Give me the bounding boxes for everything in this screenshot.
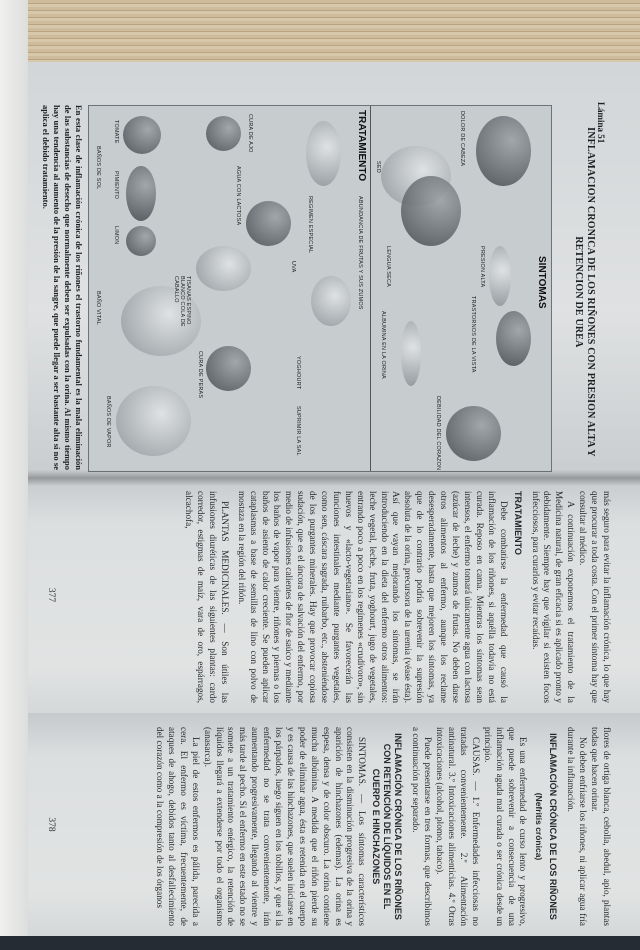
eyes-illustration <box>496 311 531 366</box>
label-sal: SUPRIMIR LA SAL <box>295 406 301 456</box>
paragraph: flores de ortiga blanca, cebolla, abedul, apio, plantas todas que hacen orinar. <box>590 727 612 926</box>
paragraph: Debe combatirse la enfermedad que causó la inflamación de los riñones, si aquélla todavía no está curada. Reposo en cama. Mientras los síntomas sean intensos, el enfermo tomará únicamente agua con lactosa (azúcar de leche) y zumos de frutas. No deben darse otros alimentos al enfermo, aunque los reclame desesperadamente, hasta que mejoren los síntomas, ya que de lo contrario podría sobrevenir la supresión absoluta de la orina, precursora de la uremia (véase ésta). Así que vayan mejorando los síntomas, se irán introduciendo en la dieta del enfermo otros alimentos: leche vegetal, leche, fruta, yoghourt, jugo de vegetales, entrando poco a poco en los regímenes «crudívoro», sin huevos y «lacto-vegetariano». Se favorecerán las funciones intestinales mediante purgantes vegetales, como sen, cáscara sagrada, ruibarbo, etc., absteniéndose de los purgantes minerales. Hay que provocar copiosa sudación, que es el áncora de salvación del enfermo, por medio de infusiones calientes de flor de saúco y mediante los baños de vapor para vientre, riñones y piernas o los baños de asiento de calor creciente. Se pueden aplicar cataplasmas a base de semillas de lino con polvo de mostaza en la región del riñón. <box>236 491 509 704</box>
page-377 <box>28 477 640 713</box>
plate-caption: En esta clase de inflamación crónica de los riñones el trastorno fundamental es la mala eliminación de las substancias de desecho que normalmente deben ser expulsadas con la orina. Al mismo tiempo hay una tendencia al aumento de la presión de la sangre, que puede llegar a ser bastante alta si no se aplica el debido tratamiento. <box>41 105 84 470</box>
label-frutas: ABUNDANCIA DE FRUTAS Y SUS ZUMOS <box>357 196 363 310</box>
section-subheading: (Nefritis crónica) <box>534 792 545 861</box>
headache-face-illustration <box>476 116 531 186</box>
page-number: 377 <box>46 587 56 603</box>
yoghourt-jar-illustration <box>311 276 351 326</box>
plate-number: Lámina 51 <box>596 102 606 144</box>
label-albumina: ALBUMINA EN LA ORINA <box>380 311 386 379</box>
label-yoghourt: YOGHOURT <box>295 356 301 390</box>
book-gutter <box>28 470 640 486</box>
section-heading: INFLAMACIÓN CRÓNICA DE LOS RIÑONES <box>548 733 559 920</box>
steam-bath-illustration <box>116 386 191 456</box>
label-pimiento: PIMIENTO <box>113 171 119 200</box>
face-illustration <box>401 176 461 246</box>
label-sed: SED <box>375 161 381 173</box>
page-edge-strip <box>0 0 28 950</box>
label-lengua-seca: LENGUA SECA <box>385 246 391 288</box>
section-heading: TRATAMIENTO <box>512 491 523 555</box>
label-tomate: TOMATE <box>113 120 119 144</box>
label-ajo: CURA DE AJO <box>247 114 253 153</box>
label-banos-sol: BAÑOS DE SOL <box>95 146 101 190</box>
test-tube-illustration <box>401 321 421 386</box>
plate-illustration <box>88 105 552 472</box>
label-dolor-de-cabeza: DOLOR DE CABEZA <box>459 111 465 167</box>
paragraph: Es una enfermedad de curso lento y progresivo, que puede sobrevenir a consecuencia de una inflamación aguda mal curada o ser crónica desde un principio. <box>482 727 529 926</box>
tomato-illustration <box>123 116 161 154</box>
pepper-illustration <box>126 166 156 221</box>
blood-pressure-arm-illustration <box>489 246 511 306</box>
plate-page <box>28 62 640 477</box>
paragraph: CAUSAS. — 1.º Enfermedades infecciosas no tratadas convenientemente. 2.º Alimentación antinatural. 3.º Intoxicaciones alimenticias. 4.º Otras intoxicaciones (alcohol, plomo, tabaco). <box>435 727 481 926</box>
tea-glass-illustration <box>196 246 251 291</box>
label-banos-vapor: BAÑOS DE VAPOR <box>105 396 111 448</box>
plate-title: INFLAMACION CRONICA DE LOS RIÑONES CON PRESION ALTA Y RETENCION DE UREA <box>573 127 596 457</box>
paragraph: La piel de estos enfermos es pálida, parecida a cera. El enfermo es víctima, frecuentemente, de ataques de ahogo, debidos tanto al desfallecimiento del corazón como a la compresión de los órganos <box>155 727 201 926</box>
label-bano-vital: BAÑO VITAL <box>95 291 101 325</box>
label-lactosa: AGUA CON LACTOSA <box>235 166 241 226</box>
heart-illustration <box>446 406 501 461</box>
paragraph: SINTOMAS. — Los síntomas característicos consisten en la disminución progresiva de la orina y aparición de hinchazones (edemas). La orina es espesa, densa y de color obscuro. La orina contiene mucha albúmina. A medida que el riñón pierde su poder de eliminar agua, ésta es retenida en el cuerpo y es causa de las hinchazones, que suelen iniciarse en los párpados, luego siguen en los tobillos, y que si la enfermedad no se trata convenientemente, irán aumentando progresivamente, llegando al vientre y más tarde al pecho. Si el enfermo en este estado no se somete a un tratamiento enérgico, la retención de líquidos llegará a extenderse por todo el organismo (anasarca). <box>202 727 368 926</box>
paragraph: A continuación exponemos el tratamiento de la Medicina natural, de gran eficacia si es aplicado pronto y debidamente. Siempre hay que vigilar si existen focos infecciosos, para curarlos y evitar recaídas. <box>530 491 577 703</box>
book-cover-edge <box>0 936 640 950</box>
paragraph: más seguro para evitar la inflamación crónica, lo que hay que procurar a toda costa. Con el primer síntoma hay que consultar al médico. <box>578 491 612 703</box>
page-378 <box>28 713 640 936</box>
section-divider <box>370 106 371 471</box>
paragraph: PLANTAS MEDICINALES. — Son útiles las infusiones diuréticas de las siguientes plantas: cardo corredor, estigmas de maíz, vara de oro, espárragos, alcachofa, <box>184 491 230 703</box>
label-limon: LIMON <box>113 226 119 245</box>
lemon-illustration <box>126 226 156 256</box>
label-uva: UVA <box>290 261 296 273</box>
plate-header <box>572 102 606 482</box>
page-number: 378 <box>46 817 56 832</box>
label-regimen: REGIMEN ESPECIAL <box>307 196 313 254</box>
paragraph: Puede presentarse en tres formas, que describimos a continuación por separado. <box>411 727 434 926</box>
paragraph: No deben enfriarse los riñones, ni aplicar agua fría durante la inflamación. <box>566 727 589 926</box>
label-peras: CURA DE PERAS <box>197 351 203 399</box>
grapes-illustration <box>246 201 291 246</box>
garlic-illustration <box>206 116 241 151</box>
section-heading: INFLAMACIÓN CRÓNICA DE LOS RIÑONES CON RETENCIÓN DE LÍQUIDOS EN EL CUERPO E HINCHAZONES <box>371 733 404 920</box>
treatment-heading: TRATAMIENTO <box>356 110 367 182</box>
label-presion-alta: PRESION ALTA <box>479 246 485 288</box>
page-377-text <box>182 491 612 703</box>
page-edges <box>0 0 640 62</box>
fruit-plate-illustration <box>306 121 341 186</box>
label-trastornos-vista: TRASTORNOS DE LA VISTA <box>470 296 476 373</box>
label-debilidad-corazon: DEBILIDAD DEL CORAZON <box>435 396 441 471</box>
kettle-illustration <box>206 346 251 391</box>
label-tisanas: TISANAS ESPINO BLANCO COLA DE CABALLO <box>173 276 191 327</box>
page-378-text <box>153 727 612 926</box>
symptoms-heading: SINTOMAS <box>536 256 547 309</box>
